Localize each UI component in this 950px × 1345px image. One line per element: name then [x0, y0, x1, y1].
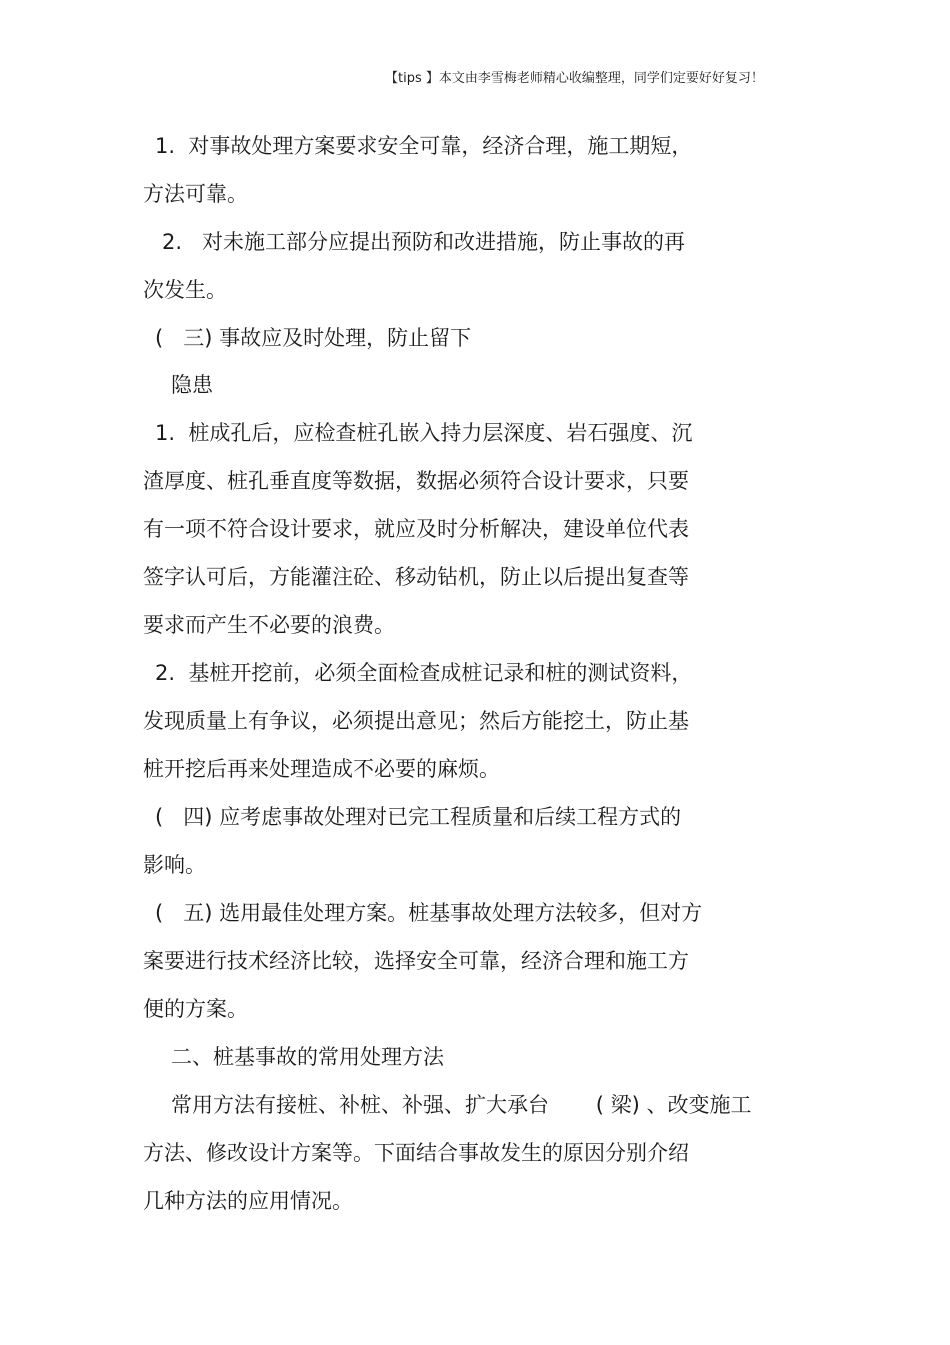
text-line: 要求而产生不必要的浪费。 — [143, 613, 395, 637]
text-line: 2. 基桩开挖前，必须全面检查成桩记录和桩的测试资料， — [155, 661, 693, 685]
text-line: 隐患 — [171, 373, 213, 397]
text-line: 桩开挖后再来处理造成不必要的麻烦。 — [143, 757, 500, 781]
text-line: 2. 对未施工部分应提出预防和改进措施，防止事故的再 — [162, 230, 686, 254]
text-line: 几种方法的应用情况。 — [143, 1189, 353, 1213]
text-line: 签字认可后，方能灌注砼、移动钻机，防止以后提出复查等 — [143, 565, 689, 589]
text-line: 1. 对事故处理方案要求安全可靠，经济合理，施工期短， — [155, 134, 693, 158]
header-note: 【tips 】本文由李雪梅老师精心收编整理，同学们定要好好复习！ — [385, 71, 764, 86]
section-heading: 二、桩基事故的常用处理方法 — [171, 1045, 444, 1069]
text-line: 影响。 — [143, 853, 206, 877]
text-line: 方法、修改设计方案等。下面结合事故发生的原因分别介绍 — [143, 1141, 689, 1165]
text-line: ( 四) 应考虑事故处理对已完工程质量和后续工程方式的 — [155, 805, 682, 829]
text-line: 常用方法有接桩、补桩、补强、扩大承台 ( 梁) 、改变施工 — [171, 1093, 752, 1117]
text-line: ( 五) 选用最佳处理方案。桩基事故处理方法较多，但对方 — [155, 901, 703, 925]
text-line: 有一项不符合设计要求，就应及时分析解决，建设单位代表 — [143, 517, 689, 541]
text-line: 发现质量上有争议，必须提出意见；然后方能挖土，防止基 — [143, 709, 689, 733]
text-line: 案要进行技术经济比较，选择安全可靠，经济合理和施工方 — [143, 949, 689, 973]
text-line: ( 三) 事故应及时处理，防止留下 — [155, 326, 472, 350]
text-line: 渣厚度、桩孔垂直度等数据，数据必须符合设计要求，只要 — [143, 469, 689, 493]
text-line: 次发生。 — [143, 278, 227, 302]
text-line: 便的方案。 — [143, 997, 248, 1021]
text-line: 方法可靠。 — [143, 182, 248, 206]
text-line: 1. 桩成孔后，应检查桩孔嵌入持力层深度、岩石强度、沉 — [155, 421, 693, 445]
